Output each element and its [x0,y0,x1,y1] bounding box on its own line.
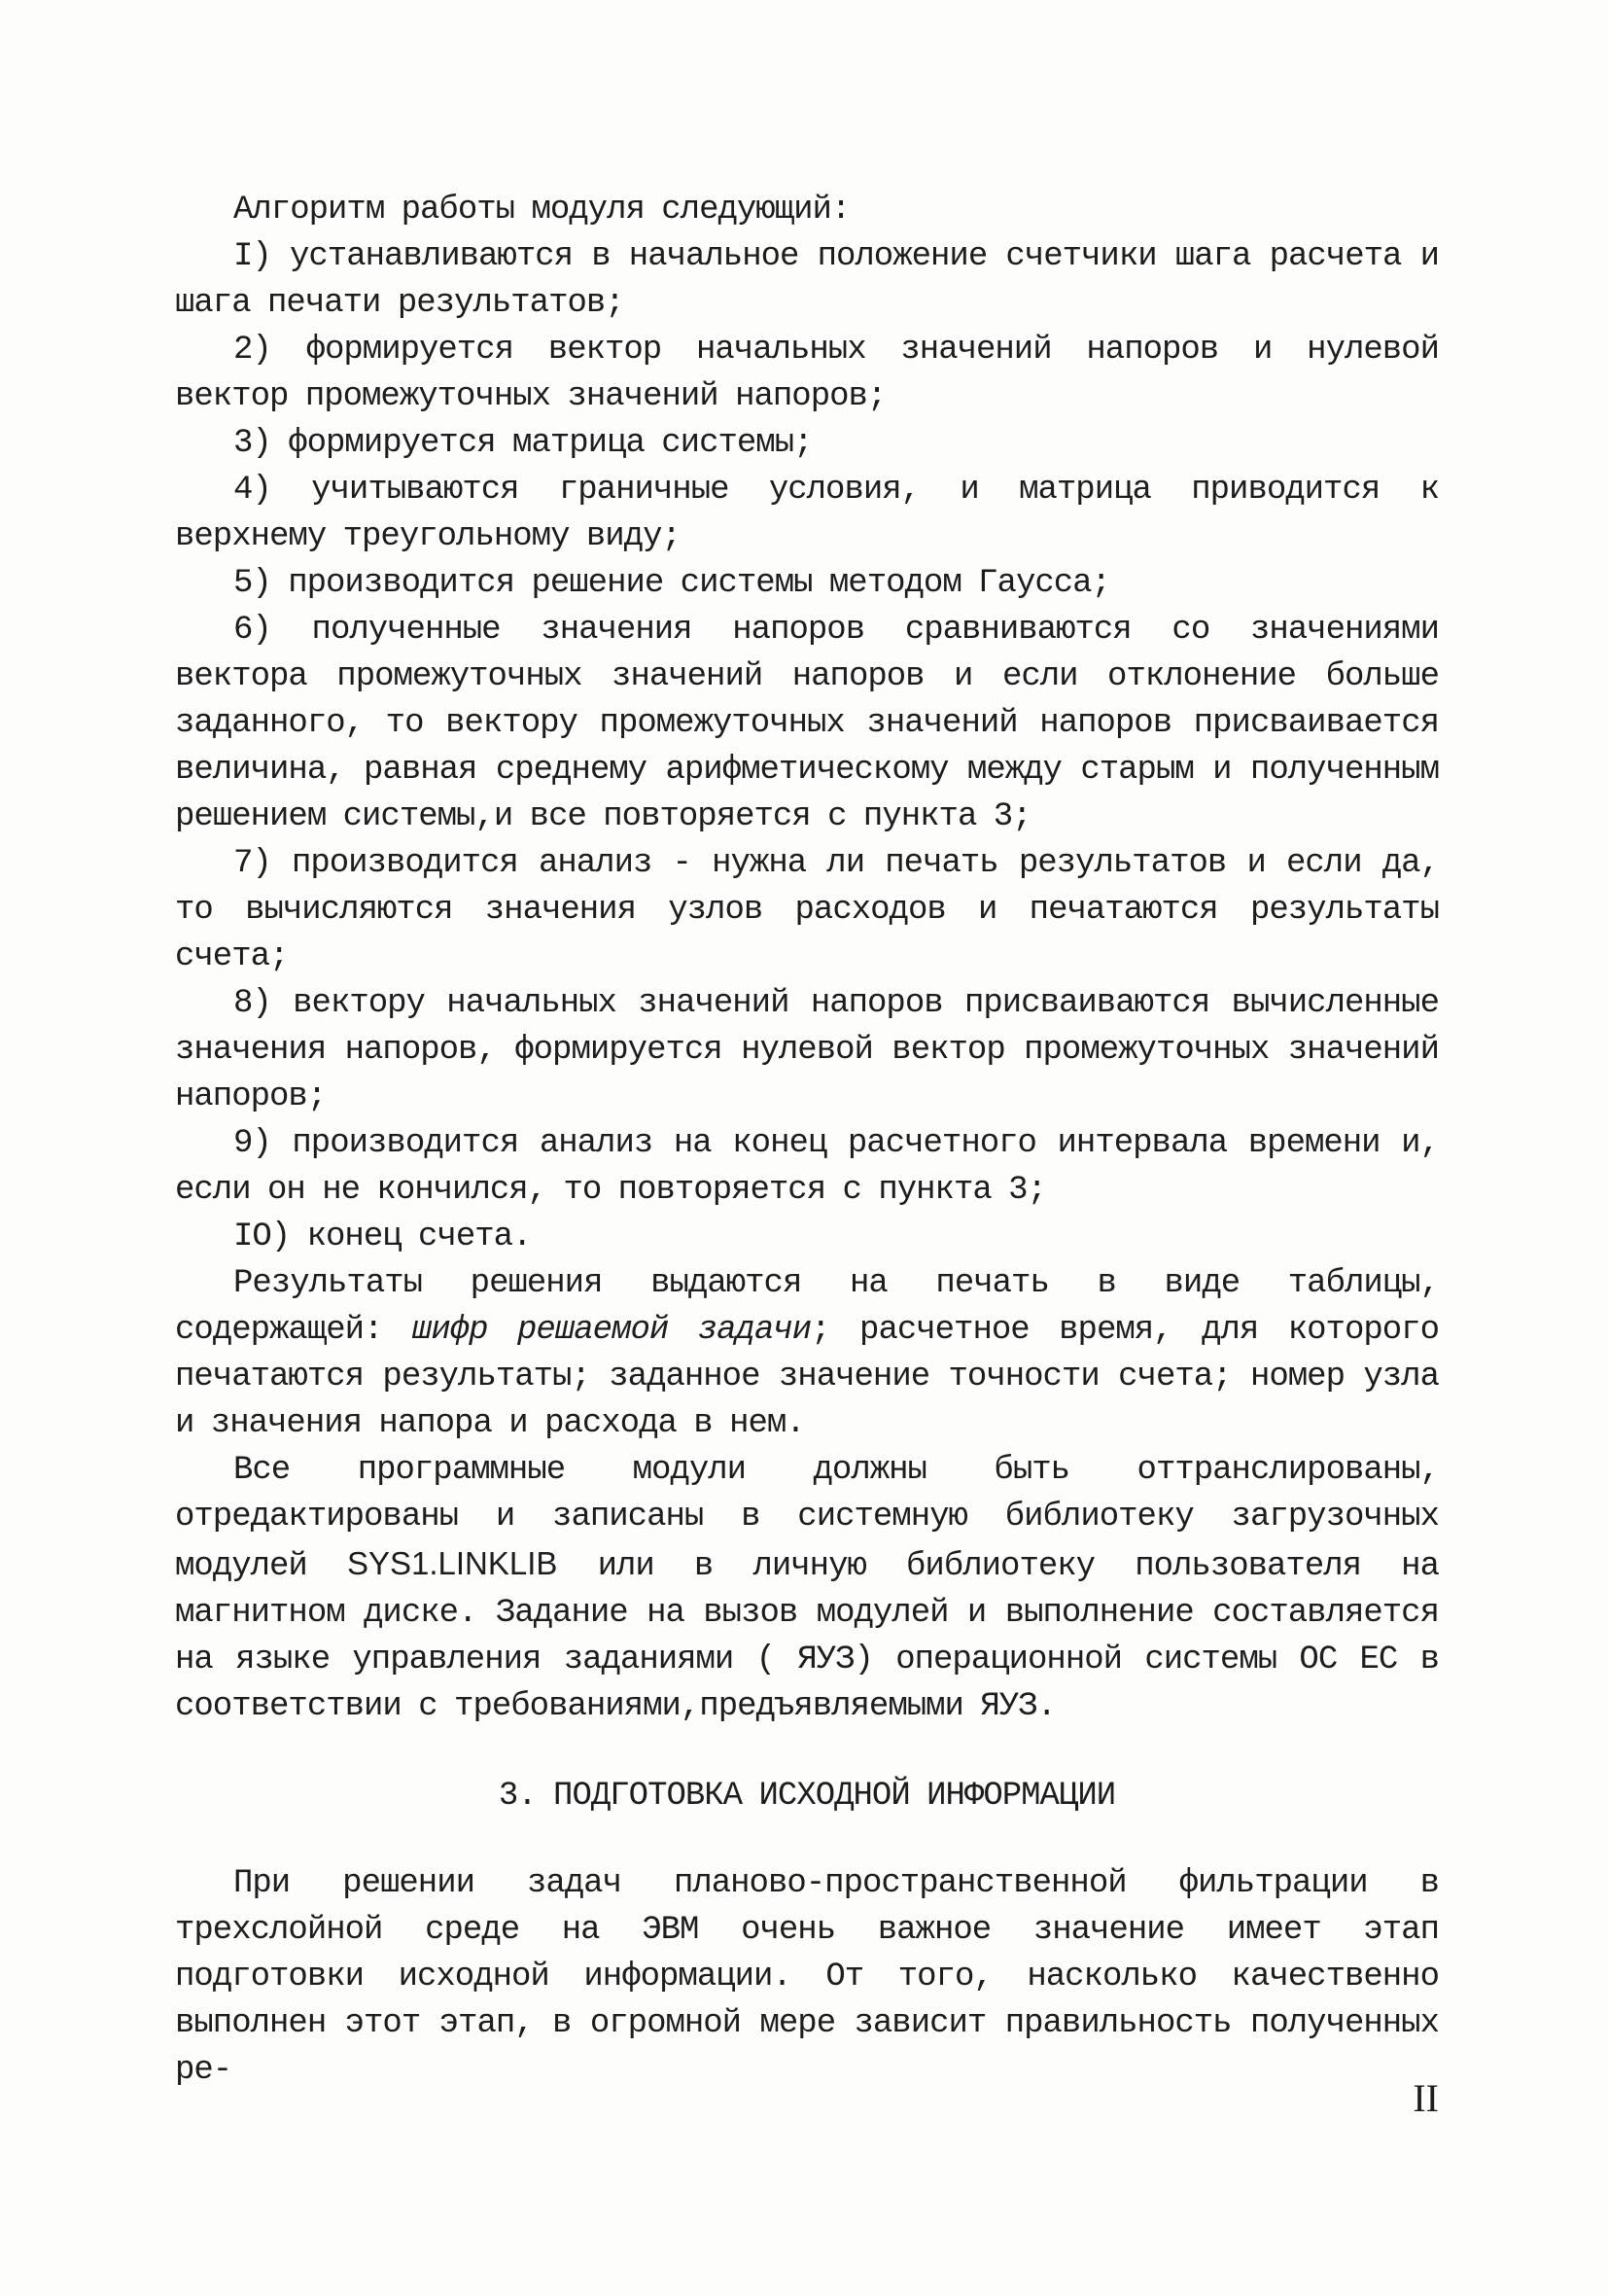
modules-text-end: или в личную библиотеку пользователя на магнитном диске. Задание на вызов модулей и выполнение составляется на языке управления заданиями ( ЯУЗ) операционной системы ОС ЕС в соответствии с требованиями,предъявляемыми ЯУЗ. [175,1548,1439,1725]
algorithm-step-8: 8) вектору начальных значений напоров присваиваются вычисленные значения напоров, формируется нулевой вектор промежуточных значений напоров; [175,985,1439,1115]
modules-text-start: Все программные модули должны быть оттранслированы, отредактированы и записаны в системную библиотеку загрузочных модулей [175,1452,1439,1585]
algorithm-step-4: 4) учитываются граничные условия, и матрица приводится к верхнему треугольному виду; [175,472,1439,555]
algorithm-step-10: IO) конец счета. [233,1219,532,1255]
results-text-end: ; расчетное время, для которого печатаются результаты; заданное значение точности счета; номер узла и значения напора и расхода в нем. [175,1312,1439,1442]
algorithm-step-7: 7) производится анализ - нужна ли печать результатов и если да, то вычисляются значения узлов расходов и печатаются результаты счета; [175,845,1439,975]
algorithm-step-3: 3) формируется матрица системы; [233,425,813,462]
text-column [175,187,1439,2094]
modules-paragraph [175,1447,1439,1730]
algorithm-step-9: 9) производится анализ на конец расчетного интервала времени и, если он не кончился, то повторяется с пункта 3; [175,1125,1439,1209]
library-name: SYS1.LINKLIB [346,1545,558,1581]
algorithm-step-5: 5) производится решение системы методом Гаусса; [233,565,1110,602]
results-paragraph [175,1260,1439,1447]
page-number: II [1413,2076,1439,2120]
results-italic-phrase: шифр решаемой задачи [411,1312,812,1349]
algorithm-step-1: I) устанавливаются в начальное положение счетчики шага расчета и шага печати результатов; [175,238,1439,322]
intro-line: Алгоритм работы модуля следующий: [233,192,851,229]
algorithm-step-6: 6) полученные значения напоров сравниваются со значениями вектора промежуточных значений напоров и если отклонение больше заданного, то вектору промежуточных значений напоров присваивается величина, равная среднему арифметическому между старым и полученным решением системы,и все повторяется с пункта 3; [175,612,1439,835]
section-heading: 3. ПОДГОТОВКА ИСХОДНОЙ ИНФОРМАЦИИ [498,1778,1116,1815]
prep-paragraph: При решении задач планово-пространственной фильтрации в трехслойной среде на ЭВМ очень важное значение имеет этап подготовки исходной информации. От того, насколько качественно выполнен этот этап, в огромной мере зависит правильность полученных ре- [175,1865,1439,2089]
results-text-start: Результаты решения выдаются на печать в виде таблицы, содержащей: [175,1265,1439,1349]
algorithm-step-2: 2) формируется вектор начальных значений напоров и нулевой вектор промежуточных значений напоров; [175,332,1439,415]
